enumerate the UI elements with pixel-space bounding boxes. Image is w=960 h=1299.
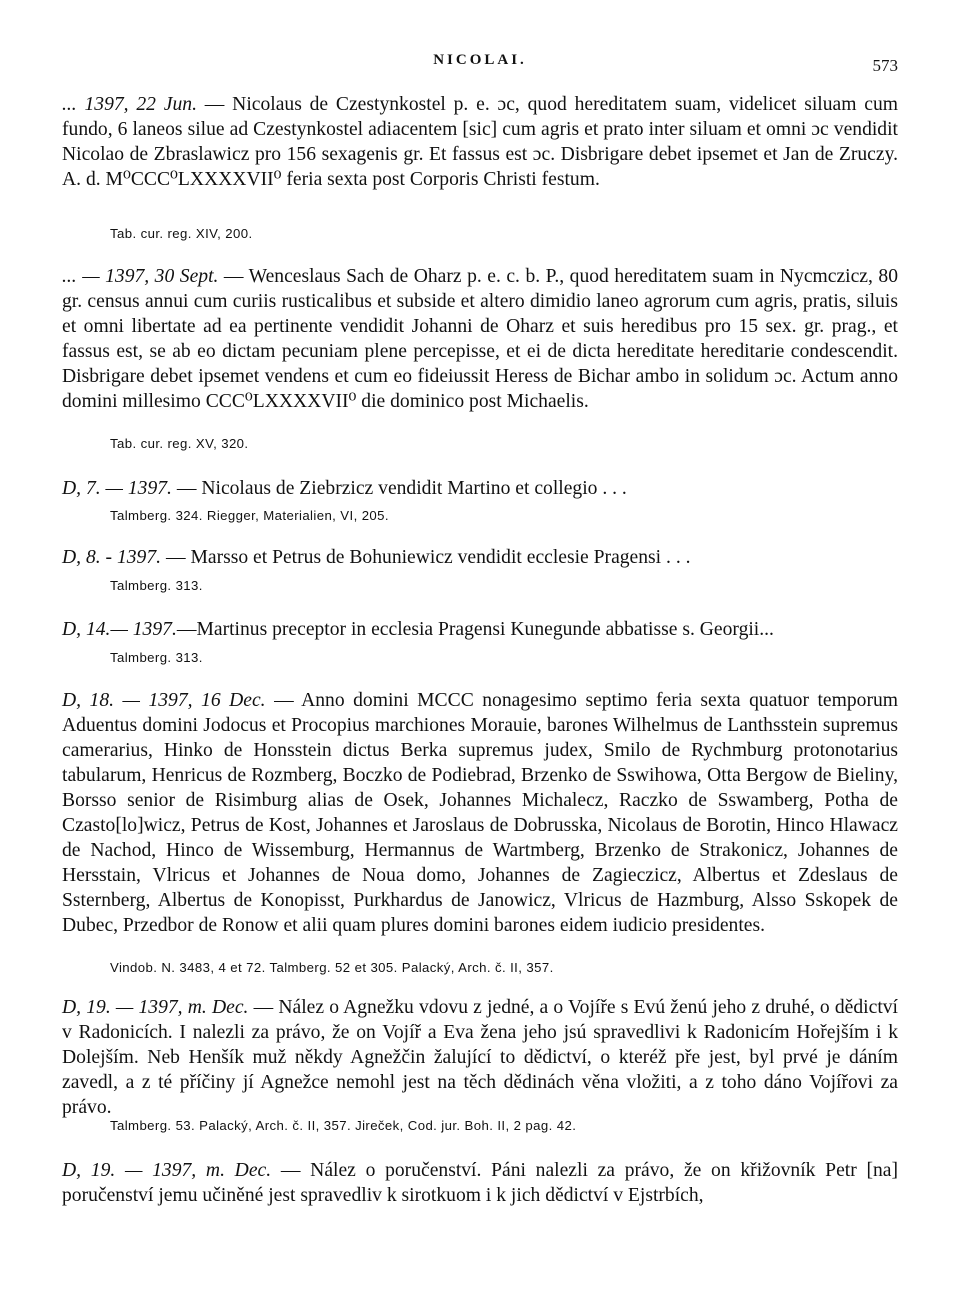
entry-source: Talmberg. 313. bbox=[110, 578, 203, 593]
entry-date: D, 19. — 1397, m. Dec. bbox=[62, 1160, 272, 1181]
entry-3 bbox=[62, 476, 898, 501]
page-number: 573 bbox=[872, 56, 898, 75]
entry-date: D, 14.— 1397. bbox=[62, 619, 177, 640]
entry-4 bbox=[62, 545, 898, 570]
entry-date: D, 8. - 1397. bbox=[62, 547, 162, 568]
running-head: NICOLAI. bbox=[433, 52, 527, 68]
entry-source: Vindob. N. 3483, 4 et 72. Talmberg. 52 et 305. Palacký, Arch. č. II, 357. bbox=[110, 960, 554, 975]
entry-source: Talmberg. 53. Palacký, Arch. č. II, 357. Jireček, Cod. jur. Boh. II, 2 pag. 42. bbox=[110, 1118, 577, 1133]
entry-date: D, 19. — 1397, m. Dec. bbox=[62, 997, 249, 1018]
entry-7 bbox=[62, 995, 898, 1120]
entry-text: — Nicolaus de Czestynkostel p. e. ɔc, quod hereditatem suam, videlicet siluam cum fundo, 6 laneos silue ad Czestynkostel adiacentem [sic] cum agris et prato inter siluam et omni ɔc vendidit Nicolao de Zbraslawicz pro 156 sexagenis gr. Et fassus est ɔc. Disbrigare debet ipsemet et Jan de Zruczy. A. d. M⁰CCC⁰LXXXXVII⁰ feria sexta post Corporis Christi festum. bbox=[62, 94, 898, 190]
entry-text: — Wenceslaus Sach de Oharz p. e. c. b. P., quod hereditatem suam in Nycmczicz, 80 gr. census annui cum curiis rusticalibus et subside et altero dimidio laneo agrorum cum agris, pratis, siluis et omni libertate ad ea pertinente vendidit Johanni de Oharz et suis heredibus pro 15 sex. gr. prag., et fassus est, se ab eo dictam pecuniam plene percepisse, et ei de dicta hereditate hereditarie condescendit. Disbrigare debet ipsemet vendens et cum eo fideiussit Heress de Bichar ambo in solidum ɔc. Actum anno domini millesimo CCC⁰LXXXXVII⁰ die dominico post Michaelis. bbox=[62, 266, 898, 412]
entry-date: D, 18. — 1397, 16 Dec. bbox=[62, 690, 266, 711]
entry-source: Tab. cur. reg. XV, 320. bbox=[110, 436, 249, 451]
entry-6 bbox=[62, 688, 898, 938]
entry-1 bbox=[62, 92, 898, 192]
entry-text: — Nález o Agnežku vdovu z jedné, a o Vojíře s Evú ženú jeho z druhé, o dědictví v Radonicích. I nalezli za právo, že on Vojíř a Eva žena jeho jsú spravedlivi k Radonicím Hořejším i k Dolejším. Neb Henšík muž někdy Agnežčin žalující to dědictví, o kteréž pře jest, byl prvé je dáním zavedl, a z té příčiny jí Agnežce nemohl jest na těch dědinách věna vložiti, a z toho dáno Vojířovi za právo. bbox=[62, 997, 899, 1118]
entry-date: D, 7. — 1397. bbox=[62, 478, 172, 499]
entry-text: — Nicolaus de Ziebrzicz vendidit Martino et collegio . . . bbox=[171, 478, 627, 499]
entry-date: ... 1397, 22 Jun. bbox=[62, 94, 197, 115]
entry-source: Talmberg. 324. Riegger, Materialien, VI, 205. bbox=[110, 508, 389, 523]
entry-5 bbox=[62, 617, 898, 642]
entry-date: ... — 1397, 30 Sept. bbox=[62, 266, 219, 287]
entry-text: — Marsso et Petrus de Bohuniewicz vendidit ecclesie Pragensi . . . bbox=[161, 547, 691, 568]
entry-source: Talmberg. 313. bbox=[110, 650, 203, 665]
entry-2 bbox=[62, 264, 898, 414]
entry-8 bbox=[62, 1158, 898, 1208]
entry-text: — Anno domini MCCC nonagesimo septimo feria sexta quatuor temporum Aduentus domini Jodocus et Procopius marchiones Morauie, barones Wilhelmus de Lanthsstein supremus camerarius, Hinko de Honsstein dictus Berka supremus judex, Smilo de Rychmburg protonotarius tabularum, Henricus de Rozmberg, Boczko de Podiebrad, Brzenko de Sswihowa, Otta Bergow de Bieliny, Borsso senior de Risimburg alias de Osek, Johannes Michalecz, Raczko de Sswamberg, Potha de Czasto[lo]wicz, Petrus de Kost, Johannes et Jaroslaus de Dobrusska, Nicolaus de Borotin, Hinco Hlawacz de Nachod, Hinco de Wissemburg, Hermannus de Wartmberg, Brzenko de Strakonicz, Johannes de Hersstain, Vlricus et Johannes de Noua domo, Johannes de Zagieczicz, Albertus et Zdeslaus de Ssternberg, Albertus de Konopisst, Purkhardus de Janowicz, Vlricus de Hazmburg, Alsso Sskopek de Dubec, Przedbor de Ronow et alii quam plures domini barones eidem iudicio presidentes. bbox=[62, 690, 899, 936]
entry-text: —Martinus preceptor in ecclesia Pragensi Kunegunde abbatisse s. Georgii... bbox=[176, 619, 774, 640]
entry-text: — Nález o poručenství. Páni nalezli za právo, že on křižovník Petr [na] poručenství jemu učiněné jest spravedliv k sirotkuom i k jich dědictví v Ejstrbích, bbox=[62, 1160, 899, 1206]
entry-source: Tab. cur. reg. XIV, 200. bbox=[110, 226, 253, 241]
